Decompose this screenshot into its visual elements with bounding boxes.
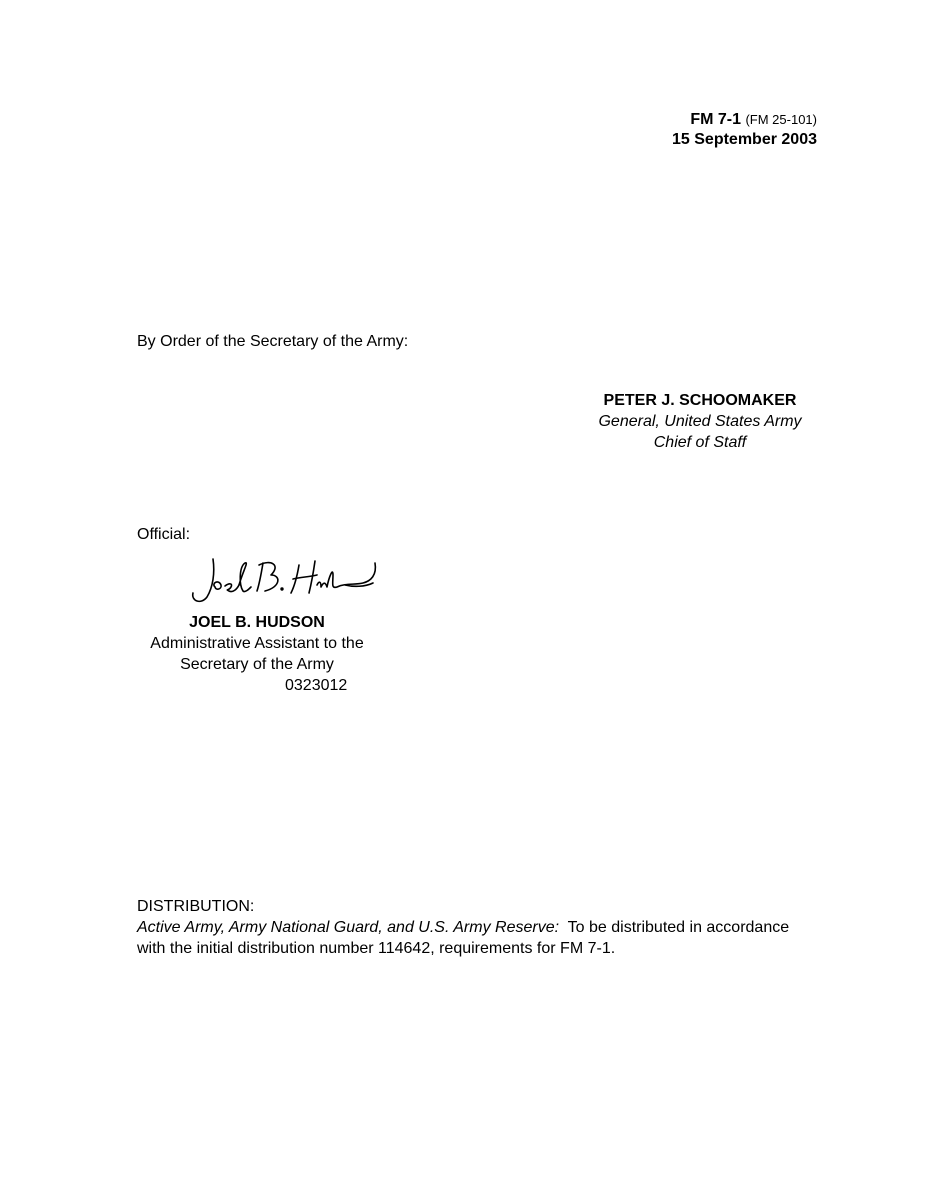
distribution-body: To be distributed in accordance with the initial distribution number 114642, requirements for FM 7-1.	[137, 919, 790, 957]
fm-number-line	[672, 110, 817, 130]
official-title: Administrative Assistant to the	[150, 635, 364, 652]
by-order-statement: By Order of the Secretary of the Army:	[137, 333, 409, 350]
official-label: Official:	[137, 526, 191, 543]
document-header	[672, 110, 817, 150]
signer-block	[520, 390, 880, 453]
fm-number: FM 7-1	[690, 111, 742, 128]
handwritten-signature	[185, 553, 385, 605]
official-block	[137, 612, 457, 696]
signer-name: PETER J. SCHOOMAKER	[603, 392, 797, 409]
distribution-recipients: Active Army, Army National Guard, and U.S. Army Reserve:	[137, 919, 560, 936]
distribution-text	[137, 917, 817, 959]
distribution-section	[137, 896, 817, 959]
publication-date: 15 September 2003	[672, 131, 817, 148]
official-name: JOEL B. HUDSON	[189, 614, 325, 631]
official-title-line2: Secretary of the Army	[180, 656, 334, 673]
fm-supersedes: (FM 25-101)	[745, 112, 817, 127]
distribution-heading: DISTRIBUTION:	[137, 898, 255, 915]
signer-title: General, United States Army	[598, 413, 802, 430]
signer-position: Chief of Staff	[653, 434, 747, 451]
official-code: 0323012	[285, 677, 348, 694]
